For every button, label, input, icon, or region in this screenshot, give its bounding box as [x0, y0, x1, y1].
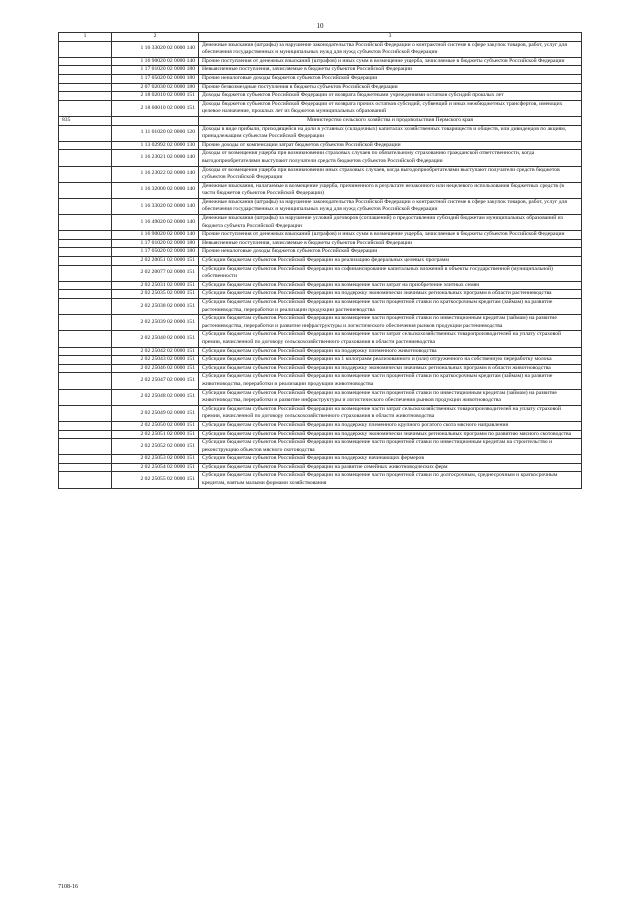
admin-code-cell: [59, 166, 112, 182]
table-row: [59, 150, 582, 166]
budget-code-cell: 1 11 01020 02 0000 120: [112, 125, 199, 141]
budget-code-cell: 1 16 33020 02 0000 140: [112, 198, 199, 214]
table-row: [59, 281, 582, 290]
table-row: [59, 389, 582, 405]
admin-code-cell: [59, 215, 112, 231]
table-row: [59, 373, 582, 389]
table-row: [59, 331, 582, 347]
description-cell: Прочие неналоговые доходы бюджетов субъектов Российской Федерации: [199, 248, 582, 257]
description-cell: Субсидии бюджетам субъектов Российской Федерации на возмещение части процентной ставки по инвестиционным кредитам (займам) на развитие животноводства, переработки и развитие инфраструктуры и логистического обеспечения рынков продукции животноводства: [199, 389, 582, 405]
budget-code-cell: 2 02 25053 02 0000 151: [112, 455, 199, 464]
admin-code-cell: [59, 331, 112, 347]
description-cell: Прочие неналоговые доходы бюджетов субъектов Российской Федерации: [199, 74, 582, 83]
table-row: [59, 198, 582, 214]
document-code: 7108-16: [58, 884, 78, 890]
admin-code-cell: [59, 141, 112, 150]
description-cell: Субсидии бюджетам субъектов Российской Федерации на поддержку экономически значимых региональных программ по развитию мясного скотоводства: [199, 430, 582, 439]
admin-code-cell: [59, 299, 112, 315]
description-cell: Субсидии бюджетам субъектов Российской Федерации на 1 килограмм реализованного и (или) отгруженного на собственную переработку молока: [199, 356, 582, 365]
table-row: [59, 231, 582, 240]
description-cell: Субсидии бюджетам субъектов Российской Федерации на возмещение части затрат сельскохозяйственных товаропроизводителей на уплату страховой премии, начисленной по договору сельскохозяйственного страхования в области животноводства: [199, 405, 582, 421]
admin-code-cell: [59, 125, 112, 141]
description-cell: Субсидии бюджетам субъектов Российской Федерации на возмещение части процентной ставки по инвестиционным кредитам (займам) на развитие растениеводства, переработки и развитие инфраструктуры и логистического обеспечения рынков продукции растениеводства: [199, 315, 582, 331]
budget-code-cell: 1 16 32000 02 0000 140: [112, 182, 199, 198]
admin-code-cell: [59, 421, 112, 430]
table-row: [59, 215, 582, 231]
budget-code-cell: 2 02 25042 02 0000 151: [112, 347, 199, 356]
budget-code-cell: 1 13 02992 02 0000 130: [112, 141, 199, 150]
budget-code-cell: 2 18 60010 02 0000 151: [112, 100, 199, 116]
budget-code-cell: 1 16 23022 02 0000 140: [112, 166, 199, 182]
budget-code-cell: 2 02 25031 02 0000 151: [112, 281, 199, 290]
description-cell: Субсидии бюджетам субъектов Российской Федерации на возмещение части процентной ставки по инвестиционным кредитам на строительство и реконструкцию объектов мясного скотоводства: [199, 439, 582, 455]
budget-code-cell: 1 17 01020 02 0000 180: [112, 66, 199, 75]
budget-code-cell: 2 02 25052 02 0000 151: [112, 439, 199, 455]
description-cell: Доходы бюджетов субъектов Российской Федерации от возврата прочих остатков субсидий, субвенций и иных межбюджетных трансфертов, имеющих целевое назначение, прошлых лет из бюджетов муниципальных образований: [199, 100, 582, 116]
description-cell: Денежные взыскания (штрафы) за нарушение законодательства Российской Федерации о контрактной системе в сфере закупок товаров, работ, услуг для обеспечения государственных и муниципальных нужд для нужд субъектов Российской Федерации: [199, 198, 582, 214]
admin-code-cell: [59, 430, 112, 439]
description-cell: Субсидии бюджетам субъектов Российской Федерации на возмещение части процентной ставки по краткосрочным кредитам (займам) на развитие животноводства, переработки и реализации продукции животноводства: [199, 373, 582, 389]
admin-code-cell: [59, 364, 112, 373]
budget-code-cell: 1 16 23021 02 0000 140: [112, 150, 199, 166]
description-cell: Субсидии бюджетам субъектов Российской Федерации на софинансирование капитальных вложений в объекты государственной (муниципальной) собственности: [199, 265, 582, 281]
budget-code-cell: 1 17 05020 02 0000 180: [112, 248, 199, 257]
description-cell: Денежные взыскания (штрафы) за нарушение законодательства Российской Федерации о контрактной системе в сфере закупок товаров, работ, услуг для обеспечения государственных и муниципальных нужд для нужд субъектов Российской Федерации: [199, 41, 582, 57]
description-cell: Невыясненные поступления, зачисляемые в бюджеты субъектов Российской Федерации: [199, 66, 582, 75]
description-cell: Невыясненные поступления, зачисляемые в бюджеты субъектов Российской Федерации: [199, 239, 582, 248]
description-cell: Прочие безвозмездные поступления в бюджеты субъектов Российской Федерации: [199, 83, 582, 92]
table-row: [59, 74, 582, 83]
description-cell: Субсидии бюджетам субъектов Российской Федерации на поддержку племенного животноводства: [199, 347, 582, 356]
table-row: [59, 248, 582, 257]
table-row: [59, 299, 582, 315]
description-cell: Прочие доходы от компенсации затрат бюджетов субъектов Российской Федерации: [199, 141, 582, 150]
budget-code-cell: [112, 116, 199, 125]
budget-code-cell: 2 02 25046 02 0000 151: [112, 364, 199, 373]
table-body: [59, 33, 582, 489]
admin-code-cell: [59, 405, 112, 421]
budget-code-cell: 2 02 20077 02 0000 151: [112, 265, 199, 281]
admin-code-cell: [59, 182, 112, 198]
description-cell: Субсидии бюджетам субъектов Российской Федерации на развитие семейных животноводческих ферм: [199, 463, 582, 472]
description-cell: Субсидии бюджетам субъектов Российской Федерации на возмещение части затрат на приобретение элитных семян: [199, 281, 582, 290]
description-cell: Субсидии бюджетам субъектов Российской Федерации на реализацию федеральных целевых программ: [199, 257, 582, 266]
column-header-2: 2: [112, 33, 199, 42]
table-row: [59, 141, 582, 150]
budget-code-cell: 2 02 25050 02 0000 151: [112, 421, 199, 430]
table-row: [59, 472, 582, 488]
ministry-row: [59, 116, 582, 125]
table-row: [59, 364, 582, 373]
table-row: [59, 356, 582, 365]
budget-code-cell: 1 16 33020 02 0000 140: [112, 41, 199, 57]
budget-code-cell: 2 07 02030 02 0000 180: [112, 83, 199, 92]
description-cell: Субсидии бюджетам субъектов Российской Федерации на поддержку экономически значимых региональных программ в области животноводства: [199, 364, 582, 373]
admin-code-cell: [59, 315, 112, 331]
admin-code-cell: [59, 198, 112, 214]
admin-code-cell: [59, 41, 112, 57]
admin-code-cell: [59, 290, 112, 299]
budget-code-cell: 2 02 20051 02 0000 151: [112, 257, 199, 266]
budget-code-cell: 2 02 25055 02 0000 151: [112, 472, 199, 488]
table-row: [59, 315, 582, 331]
table-row: [59, 405, 582, 421]
admin-code-cell: [59, 248, 112, 257]
description-cell: Доходы от возмещения ущерба при возникновении иных страховых случаев, когда выгодоприобретателями выступают получатели средств бюджетов субъектов Российской Федерации: [199, 166, 582, 182]
description-cell: Прочие поступления от денежных взысканий (штрафов) и иных сумм в возмещение ущерба, зачисляемые в бюджеты субъектов Российской Федерации: [199, 231, 582, 240]
budget-code-cell: 2 02 25043 02 0000 151: [112, 356, 199, 365]
admin-code-cell: [59, 389, 112, 405]
table-row: [59, 455, 582, 464]
admin-code-cell: [59, 356, 112, 365]
description-cell: Доходы в виде прибыли, приходящейся на доли в уставных (складочных) капиталах хозяйственных товариществ и обществ, или дивидендов по акциям, принадлежащим субъектам Российской Федерации: [199, 125, 582, 141]
column-header-1: 1: [59, 33, 112, 42]
table-header-row: [59, 33, 582, 42]
description-cell: Субсидии бюджетам субъектов Российской Федерации на поддержку племенного крупного рогатого скота мясного направления: [199, 421, 582, 430]
table-row: [59, 41, 582, 57]
admin-code-cell: [59, 472, 112, 488]
table-row: [59, 125, 582, 141]
budget-code-cell: 2 02 25051 02 0000 151: [112, 430, 199, 439]
budget-code-cell: 2 02 25049 02 0000 151: [112, 405, 199, 421]
admin-code-cell: [59, 66, 112, 75]
description-cell: Денежные взыскания, налагаемые в возмещение ущерба, причиненного в результате незаконного или нецелевого использования бюджетных средств (в части бюджетов субъектов Российской Федерации): [199, 182, 582, 198]
page-number: 10: [316, 22, 324, 30]
description-cell: Субсидии бюджетам субъектов Российской Федерации на поддержку экономически значимых региональных программ в области растениеводства: [199, 290, 582, 299]
table-row: [59, 83, 582, 92]
table-row: [59, 421, 582, 430]
admin-code-cell: [59, 57, 112, 66]
budget-code-cell: 2 02 25035 02 0000 151: [112, 290, 199, 299]
budget-code-cell: 1 16 90020 02 0000 140: [112, 57, 199, 66]
admin-code-cell: [59, 74, 112, 83]
budget-code-cell: 1 17 05020 02 0000 180: [112, 74, 199, 83]
description-cell: Доходы от возмещения ущерба при возникновении страховых случаев по обязательному страхованию гражданской ответственности, когда выгодоприобретателями выступают получатели средств бюджетов субъектов Российской Федерации: [199, 150, 582, 166]
admin-code-cell: [59, 455, 112, 464]
admin-code-cell: [59, 231, 112, 240]
budget-code-cell: 2 02 25048 02 0000 151: [112, 389, 199, 405]
description-cell: Министерство сельского хозяйства и продовольствия Пермского края: [199, 116, 582, 125]
admin-code-cell: [59, 373, 112, 389]
column-header-3: 3: [199, 33, 582, 42]
admin-code-cell: [59, 439, 112, 455]
budget-code-cell: 2 02 25039 02 0000 151: [112, 315, 199, 331]
revenue-codes-table: [58, 32, 582, 489]
description-cell: Субсидии бюджетам субъектов Российской Федерации на возмещение части процентной ставки по долгосрочным, среднесрочным и краткосрочным кредитам, взятым малыми формами хозяйствования: [199, 472, 582, 488]
budget-code-cell: 1 17 01020 02 0000 180: [112, 239, 199, 248]
table-row: [59, 239, 582, 248]
table-row: [59, 347, 582, 356]
description-cell: Денежные взыскания (штрафы) за нарушение условий договоров (соглашений) о предоставлении субсидий бюджетам муниципальных образований из бюджета субъекта Российской Федерации: [199, 215, 582, 231]
admin-code-cell: [59, 92, 112, 101]
description-cell: Субсидии бюджетам субъектов Российской Федерации на возмещение части затрат сельскохозяйственных товаропроизводителей на уплату страховой премии, начисленной по договору сельскохозяйственного страхования в области растениеводства: [199, 331, 582, 347]
budget-code-cell: 1 16 49020 02 0000 140: [112, 215, 199, 231]
budget-code-cell: 2 02 25038 02 0000 151: [112, 299, 199, 315]
admin-code-cell: 835: [59, 116, 112, 125]
admin-code-cell: [59, 83, 112, 92]
budget-code-cell: 2 02 25040 02 0000 151: [112, 331, 199, 347]
admin-code-cell: [59, 265, 112, 281]
description-cell: Субсидии бюджетам субъектов Российской Федерации на возмещение части процентной ставки по краткосрочным кредитам (займам) на развитие растениеводства, переработки и реализации продукции растениеводства: [199, 299, 582, 315]
table-row: [59, 57, 582, 66]
table-row: [59, 92, 582, 101]
table-row: [59, 100, 582, 116]
table-row: [59, 166, 582, 182]
table-row: [59, 257, 582, 266]
table-row: [59, 430, 582, 439]
description-cell: Прочие поступления от денежных взысканий (штрафов) и иных сумм в возмещение ущерба, зачисляемые в бюджеты субъектов Российской Федерации: [199, 57, 582, 66]
table-row: [59, 66, 582, 75]
table-row: [59, 290, 582, 299]
description-cell: Субсидии бюджетам субъектов Российской Федерации на поддержку начинающих фермеров: [199, 455, 582, 464]
admin-code-cell: [59, 463, 112, 472]
admin-code-cell: [59, 347, 112, 356]
admin-code-cell: [59, 257, 112, 266]
table-row: [59, 182, 582, 198]
budget-code-cell: 2 02 25047 02 0000 151: [112, 373, 199, 389]
budget-code-cell: 2 18 02010 02 0000 151: [112, 92, 199, 101]
budget-code-cell: 2 02 25054 02 0000 151: [112, 463, 199, 472]
table-row: [59, 265, 582, 281]
admin-code-cell: [59, 281, 112, 290]
table-row: [59, 463, 582, 472]
admin-code-cell: [59, 100, 112, 116]
budget-code-cell: 1 16 90020 02 0000 140: [112, 231, 199, 240]
table-row: [59, 439, 582, 455]
admin-code-cell: [59, 239, 112, 248]
description-cell: Доходы бюджетов субъектов Российской Федерации от возврата бюджетными учреждениями остатков субсидий прошлых лет: [199, 92, 582, 101]
admin-code-cell: [59, 150, 112, 166]
